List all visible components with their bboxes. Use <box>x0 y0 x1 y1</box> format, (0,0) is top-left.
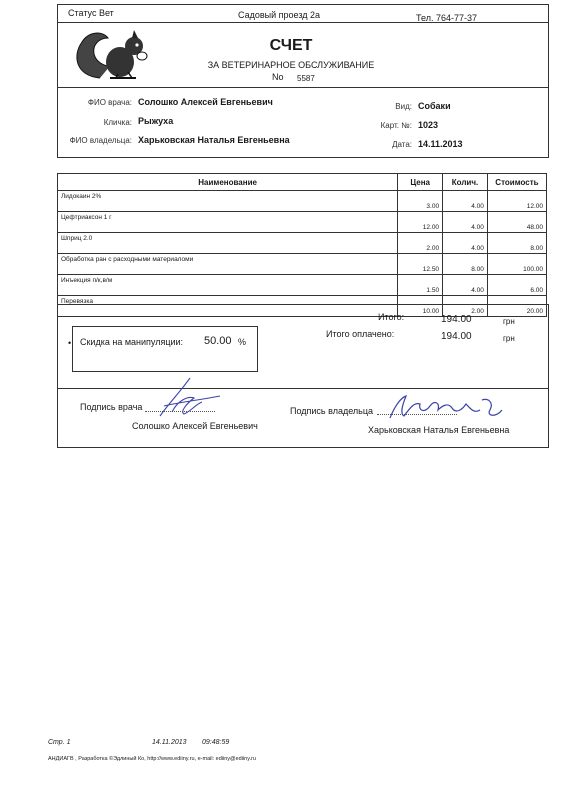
total-label: Итого: <box>378 312 405 322</box>
date-value: 14.11.2013 <box>418 139 463 149</box>
discount-label: Скидка на манипуляции: <box>80 337 184 347</box>
row-qty: 4.00 <box>443 212 488 233</box>
species-value: Собаки <box>418 101 451 111</box>
invoice-subtitle: ЗА ВЕТЕРИНАРНОЕ ОБСЛУЖИВАНИЕ <box>207 60 375 70</box>
discount-unit: % <box>238 337 247 347</box>
col-header-price: Цена <box>398 174 443 191</box>
services-table <box>57 173 547 317</box>
pet-name: Рыжуха <box>138 116 174 126</box>
table-row <box>58 212 547 233</box>
row-price: 12.50 <box>398 254 443 275</box>
row-qty: 4.00 <box>443 191 488 212</box>
owner-signature-label: Подпись владельца <box>290 406 374 416</box>
doctor-signature-name: Солошко Алексей Евгеньевич <box>132 421 258 431</box>
doctor-signature-label: Подпись врача <box>80 402 143 412</box>
col-header-name: Наименование <box>58 174 398 191</box>
doctor-label: ФИО врача: <box>87 98 132 107</box>
footer-time: 09:48:59 <box>202 739 230 746</box>
table-row <box>58 254 547 275</box>
row-cost: 48.00 <box>487 212 546 233</box>
paid-value: 194.00 <box>441 331 472 342</box>
row-qty: 4.00 <box>443 233 488 254</box>
row-name: Шприц 2.0 <box>58 233 398 254</box>
row-cost: 12.00 <box>487 191 546 212</box>
row-name: Обработка ран с расходными материаломи <box>58 254 398 275</box>
date-label: Дата: <box>392 140 412 149</box>
total-value: 194.00 <box>441 314 472 325</box>
owner-label: ФИО владельца: <box>69 136 132 145</box>
col-header-cost: Стоимость <box>487 174 546 191</box>
row-qty: 8.00 <box>443 254 488 275</box>
info-divider <box>57 87 548 88</box>
table-row <box>58 275 547 296</box>
total-currency: грн <box>503 317 515 326</box>
table-header-row <box>58 174 547 191</box>
clinic-address: Садовый проезд 2а <box>238 10 321 20</box>
owner-name: Харьковская Наталья Евгеньевна <box>138 135 290 145</box>
pet-label: Кличка: <box>103 118 132 127</box>
paid-label: Итого оплачено: <box>326 329 395 339</box>
table-row <box>58 191 547 212</box>
row-price: 1.50 <box>398 275 443 296</box>
paid-currency: грн <box>503 334 515 343</box>
discount-value: 50.00 <box>204 335 232 347</box>
row-cost: 20.00 <box>487 296 546 317</box>
row-qty: 4.00 <box>443 275 488 296</box>
row-cost: 100.00 <box>487 254 546 275</box>
row-name: Инъекция п/к,в/м <box>58 275 398 296</box>
clinic-phone: Тел. 764-77-37 <box>416 13 477 23</box>
row-price: 3.00 <box>398 191 443 212</box>
invoice-title: СЧЕТ <box>269 37 313 54</box>
invoice-number: 5587 <box>297 74 315 83</box>
footer-credits: АНДИАГВ , Разработка ©Эдлиный Ко, http://www.ediiny.ru, e-mail: ediiny@ediiny.ru <box>48 756 256 762</box>
row-cost: 6.00 <box>487 275 546 296</box>
card-value: 1023 <box>418 120 439 130</box>
row-qty: 2.00 <box>443 296 488 317</box>
doctor-signature-icon <box>150 372 230 426</box>
row-price: 2.00 <box>398 233 443 254</box>
discount-bullet: • <box>68 338 72 348</box>
row-cost: 8.00 <box>487 233 546 254</box>
species-label: Вид: <box>395 102 412 111</box>
table-row <box>58 233 547 254</box>
footer-page: Стр. 1 <box>48 739 71 746</box>
discount-box <box>72 326 258 372</box>
row-price: 10.00 <box>398 296 443 317</box>
card-label: Карт. №: <box>380 121 412 130</box>
row-name: Лидокаин 2% <box>58 191 398 212</box>
col-header-qty: Колич. <box>443 174 488 191</box>
row-name: Перевязка <box>58 296 398 317</box>
doctor-name: Солошко Алексей Евгеньевич <box>138 97 273 107</box>
row-price: 12.00 <box>398 212 443 233</box>
invoice-number-label: No <box>272 72 284 82</box>
clinic-name: Статус Вет <box>68 8 114 18</box>
row-name: Цефтриаксон 1 г <box>58 212 398 233</box>
footer-date: 14.11.2013 <box>152 739 187 746</box>
owner-signature-name: Харьковская Наталья Евгеньевна <box>368 425 510 435</box>
squirrel-icon <box>70 26 156 84</box>
owner-signature-icon <box>384 388 514 428</box>
